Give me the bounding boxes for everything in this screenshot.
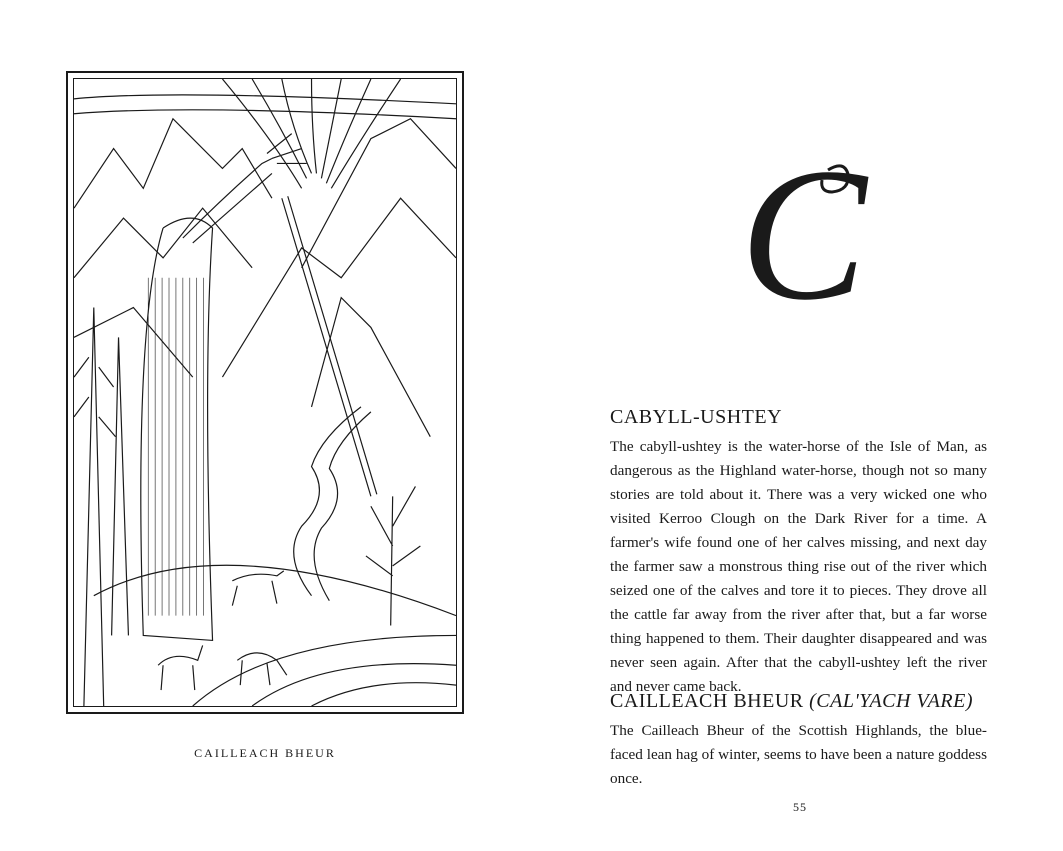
- drop-cap-swash: [740, 150, 860, 320]
- entry-body-cailleach-bheur: The Cailleach Bheur of the Scottish Highlands, the blue-faced lean hag of winter, seems to have been a nature goddess once.: [610, 722, 987, 787]
- woodcut-drawing: [74, 79, 456, 706]
- drop-cap-text: C: [740, 130, 867, 340]
- drop-cap-letter: [740, 130, 867, 340]
- illustration-caption: CAILLEACH BHEUR: [194, 746, 336, 760]
- page-number: 55: [793, 800, 807, 814]
- entry-heading-cabyll-ushtey: [610, 406, 782, 429]
- entry-heading-text: CABYLL-USHTEY: [610, 406, 783, 428]
- entry-heading-text: CAILLEACH BHEUR: [610, 690, 804, 712]
- cailleach-bheur-illustration: [73, 78, 457, 707]
- entry-pronunciation: (CAL'YACH VARE): [809, 690, 973, 712]
- entry-heading-cailleach-bheur: [610, 690, 973, 713]
- illustration-frame: [66, 71, 464, 714]
- entry-body-cabyll-ushtey: The cabyll-ushtey is the water-horse of the Isle of Man, as dangerous as the Highland water-horse, though not so many stories are told about it. There was a very wicked one who visited Kerroo Clough on the Dark River for a time. A farmer's wife found one of her calves missing, and next day the farmer saw a monstrous thing rise out of the river which seized one of the calves and tore it to pieces. They drove all the cattle far away from the river after that, but a far worse thing happened to them. Their daughter disappeared and was never seen again. After that the cabyll-ushtey left the river and never came back.: [610, 438, 987, 695]
